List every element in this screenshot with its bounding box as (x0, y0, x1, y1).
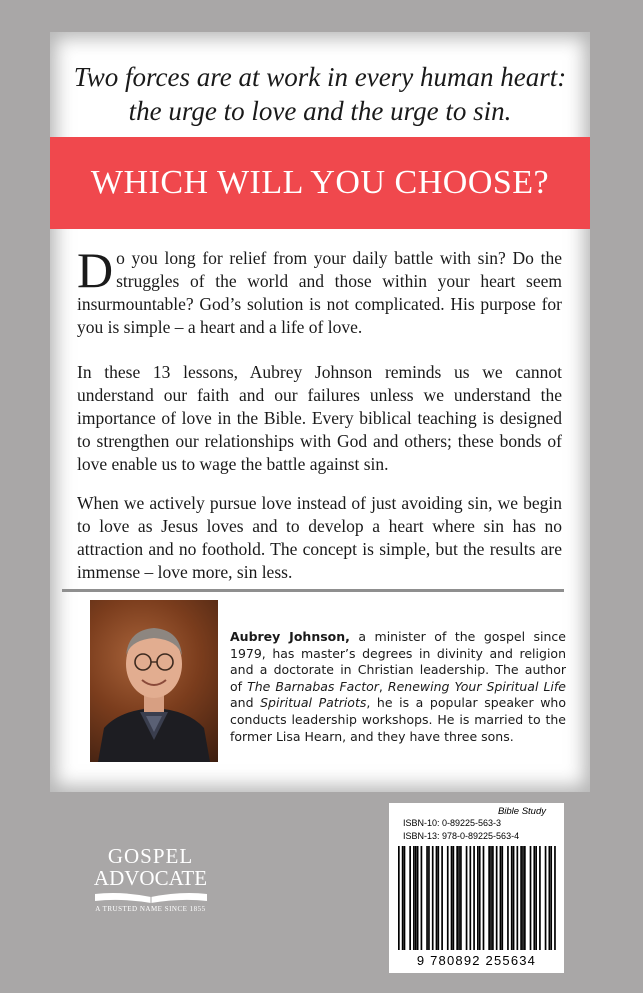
barcode-bar (413, 846, 415, 950)
barcode-bar (426, 846, 428, 950)
barcode-bar (496, 846, 498, 950)
headline-text: WHICH WILL YOU CHOOSE? (90, 164, 550, 201)
barcode-bar (520, 846, 522, 950)
logo-line-2: ADVOCATE (93, 866, 208, 890)
barcode-bar (469, 846, 471, 950)
book-title-2: Renewing Your Spiritual Life (387, 678, 566, 694)
isbn-13: ISBN-13: 978-0-89225-563-4 (403, 831, 520, 841)
drop-cap: D (77, 242, 114, 298)
barcode-bar (554, 846, 556, 950)
barcode-bar (436, 846, 438, 950)
barcode-bar (483, 846, 485, 950)
barcode-bar (432, 846, 434, 950)
barcode-bar (550, 846, 552, 950)
barcode-bar (453, 846, 455, 950)
author-name: Aubrey Johnson, (230, 629, 350, 644)
book-title-1: The Barnabas Factor (247, 678, 379, 694)
barcode-bar (524, 846, 526, 950)
barcode-bar (477, 846, 479, 950)
logo-line-1: GOSPEL (107, 844, 194, 868)
divider (62, 589, 564, 592)
barcode-bar (533, 846, 535, 950)
barcode-bar (409, 846, 411, 950)
barcode-bar (404, 846, 406, 950)
barcode-bar (466, 846, 468, 950)
barcode-bar (522, 846, 524, 950)
barcode-bar (548, 846, 550, 950)
tagline-line-1: Two forces are at work in every human heart: (73, 62, 567, 92)
tagline (50, 60, 590, 128)
barcode-bar (539, 846, 541, 950)
paragraph-2: In these 13 lessons, Aubrey Johnson reminds us we cannot understand our faith and our failures unless we understand the importance of love in the Bible. Every biblical teaching is designed to strengthen our relationships with God and others; these bonds of love enable us to wage the battle against sin. (77, 362, 562, 474)
publisher-logo (78, 845, 223, 925)
barcode-bar (402, 846, 404, 950)
barcode-bar (447, 846, 449, 950)
barcode-bar (451, 846, 453, 950)
bio-text-1: a minister of the gospel since 1979, has master’s degrees in divinity and religion and a doctorate in Christian leadership. The author of (230, 629, 566, 694)
barcode-bar (421, 846, 423, 950)
barcode-bar (507, 846, 509, 950)
barcode-bar (488, 846, 490, 950)
barcode-label (389, 803, 564, 973)
paragraph-1-text: o you long for relief from your daily battle with sin? Do the struggles of the world and those within your heart seem insurmountable? God’s solution is not complicated. His purpose for you is simple – a heart and a life of love. (77, 248, 562, 337)
author-photo (90, 600, 218, 762)
bio-sep-2: and (230, 695, 261, 711)
barcode-bar (500, 846, 502, 950)
bio-text-2: , he is a popular speaker who conducts leadership workshops. He is married to the former Lisa Hearn, and they have three sons. (230, 695, 567, 744)
barcode-bar (456, 846, 458, 950)
barcode-bar (492, 846, 494, 950)
logo-tagline: A TRUSTED NAME SINCE 1855 (95, 905, 206, 913)
barcode-bar (473, 846, 475, 950)
author-bio (230, 629, 566, 745)
headline-banner (50, 137, 590, 229)
category-label: Bible Study (497, 806, 546, 817)
barcode-bar (441, 846, 443, 950)
barcode-bar (460, 846, 462, 950)
barcode-bar (398, 846, 400, 950)
barcode-bar (517, 846, 519, 950)
barcode-bars (398, 846, 556, 950)
barcode-bar (490, 846, 492, 950)
author-portrait-icon (90, 600, 218, 762)
book-title-3: Spiritual Patriots (260, 695, 367, 711)
barcode-bar (511, 846, 513, 950)
barcode-bar (438, 846, 440, 950)
barcode-bar (545, 846, 547, 950)
barcode-bar (458, 846, 460, 950)
isbn-10: ISBN-10: 0-89225-563-3 (403, 818, 502, 828)
barcode-bar (428, 846, 430, 950)
barcode-bar (415, 846, 417, 950)
barcode-bar (417, 846, 419, 950)
paragraph-3: When we actively pursue love instead of just avoiding sin, we begin to love as Jesus loves and to develop a heart where sin has no attraction and no foothold. The concept is simple, but the results are immense – love more, sin less. (77, 493, 562, 582)
barcode-bar (501, 846, 503, 950)
open-book-icon (91, 891, 211, 903)
barcode-bar (535, 846, 537, 950)
barcode-bar (479, 846, 481, 950)
bio-sep-1: , (378, 678, 388, 694)
barcode-bar (530, 846, 532, 950)
tagline-line-2: the urge to love and the urge to sin. (128, 96, 512, 126)
paragraph-1 (77, 242, 562, 339)
barcode-bar (513, 846, 515, 950)
barcode-number: 9 780892 255634 (416, 953, 537, 968)
